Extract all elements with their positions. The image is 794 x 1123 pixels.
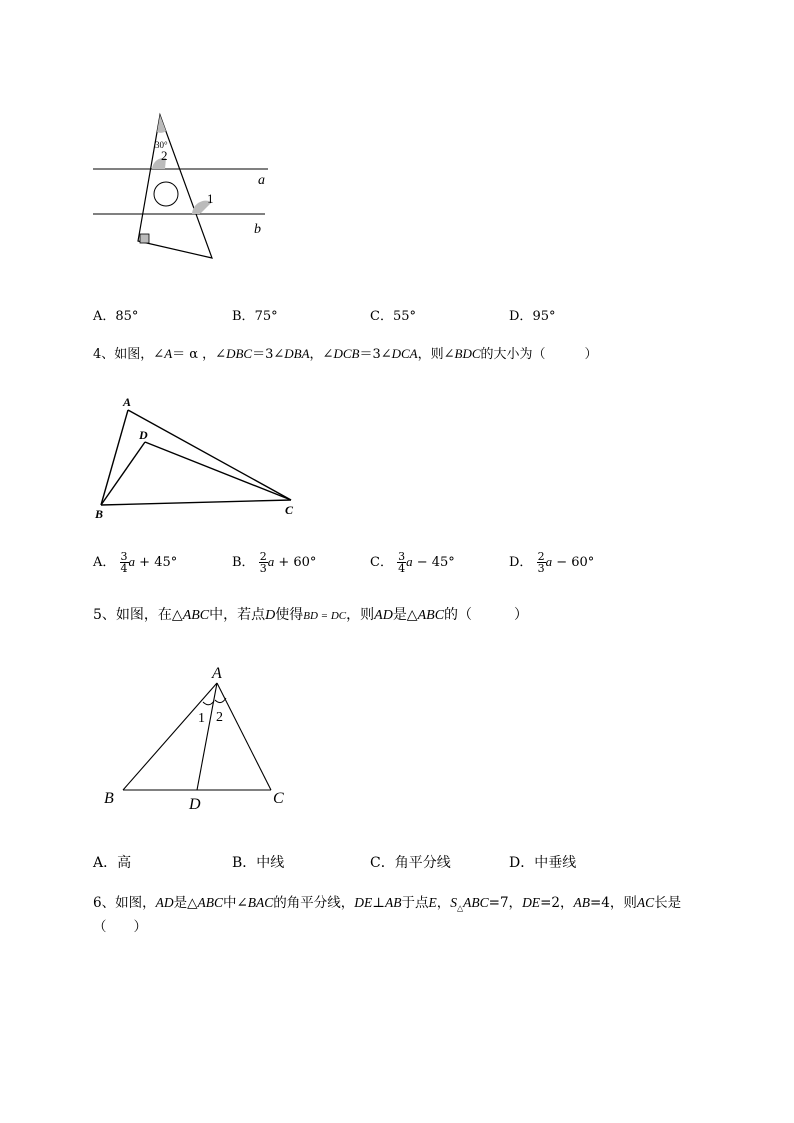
fraction: $\frac{2}{3}$ (259, 550, 267, 575)
point-b-label: B (95, 507, 104, 521)
line-b-label: b (254, 222, 261, 237)
point-c-label: C (285, 503, 294, 517)
question-4: 4、如图，∠A＝ α ，∠DBC＝3∠DBA，∠DCB＝3∠DCA，则∠BDC的大小为（ ） (93, 346, 598, 362)
q4-option-c[interactable]: C． $\frac{3}{4}$ a − 45° (370, 550, 455, 575)
q5-option-b[interactable]: B．中线 (232, 855, 285, 871)
angle-1-label: 1 (207, 191, 214, 206)
angle-arc-1 (203, 701, 214, 705)
angle-2-label: 2 (161, 148, 168, 163)
segment-ab (123, 683, 217, 790)
question-6: 6、如图，AD是△ABC中∠BAC的角平分线，DE⊥AB于点E，$S_\triangle ABC=7$，DE=2，AB=4，则AC长是 (93, 895, 682, 913)
q5-option-c[interactable]: C．角平分线 (370, 855, 451, 871)
q3-option-b[interactable]: B．75° (232, 309, 278, 324)
point-b-label: B (104, 790, 114, 807)
q5-option-d[interactable]: D．中垂线 (509, 855, 577, 871)
point-d-label: D (189, 796, 201, 813)
line-a-label: a (258, 173, 265, 188)
fraction: $\frac{2}{3}$ (537, 550, 545, 575)
q4-option-a[interactable]: A． $\frac{3}{4}$ a + 45° (93, 550, 178, 575)
q5-option-a[interactable]: A．高 (93, 855, 132, 871)
fraction: $\frac{3}{4}$ (398, 550, 406, 575)
q4-option-b[interactable]: B． $\frac{2}{3}$ a + 60° (232, 550, 317, 575)
angle-2-label: 2 (216, 710, 223, 725)
point-d-label: D (139, 428, 148, 442)
question-6-answer-blank[interactable]: （ ） (93, 919, 147, 935)
point-a-label: A (123, 395, 132, 409)
q4-option-d[interactable]: D． $\frac{2}{3}$ a − 60° (509, 550, 595, 575)
angle-30-label: 30° (155, 140, 168, 150)
q3-option-d[interactable]: D．95° (509, 309, 556, 324)
segment-ad (197, 683, 217, 790)
point-c-label: C (273, 790, 284, 807)
question-5: 5、如图，在△ABC中，若点D使得BD = DC，则AD是△ABC的（ ） (93, 607, 529, 623)
fraction: $\frac{3}{4}$ (120, 550, 128, 575)
point-a-label: A (212, 665, 222, 682)
angle-1-label: 1 (198, 711, 205, 726)
q3-option-c[interactable]: C．55° (370, 309, 416, 324)
q3-option-a[interactable]: A．85° (93, 309, 139, 324)
